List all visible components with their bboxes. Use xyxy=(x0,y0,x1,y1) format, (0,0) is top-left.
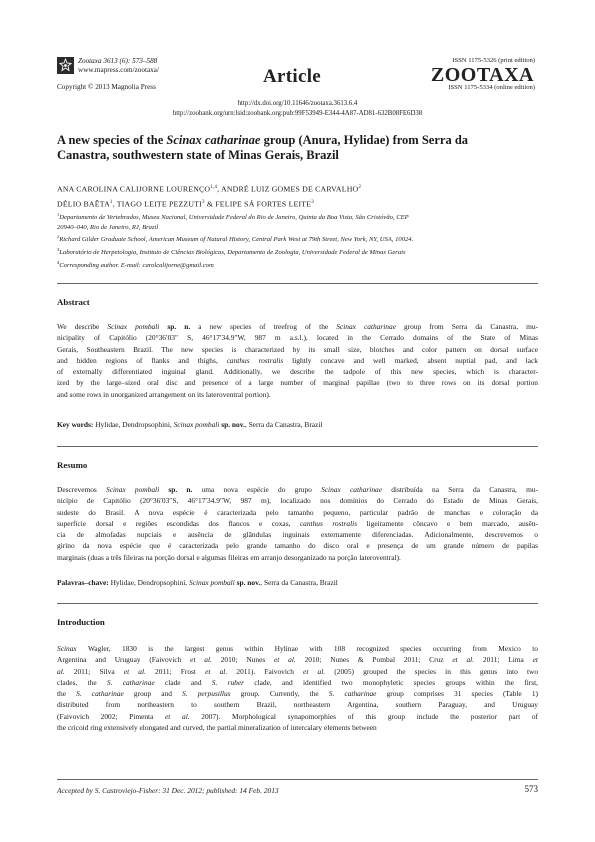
text-line: al. 2011; Silva et al. 2011; Frost et al. 2011). Faivovich et al. (2005) grouped the species in this genus into two xyxy=(57,666,539,676)
page-number: 573 xyxy=(524,784,538,794)
section-divider xyxy=(57,603,538,604)
corresponding-author: $^4$Corresponding author. E-mail: carolcalijorne@gmail.com xyxy=(57,259,214,270)
resumo-heading: Resumo xyxy=(57,460,88,470)
abstract-body xyxy=(57,321,538,400)
text-line: girino da nova espécie que é caracterizada pelo grande tamanho do disco oral e presença de um grande número de papilas xyxy=(57,541,538,551)
text-line: clades, the S. catharinae clade and S. ruber clade, and identified two monophyletic species groups within the first, xyxy=(57,677,538,687)
abstract-keywords: Key words: Hylidae, Dendropsophini, Scinax pombali sp. nov., Serra da Canastra, Brazil xyxy=(57,420,323,429)
text-line: (Faivovich 2002; Pimenta et al. 2007). Morphological synapomorphies of this group include the posterior part of xyxy=(57,711,539,721)
author-list: ANA CAROLINA CALIJORNE LOURENÇO$^{1,4}$, ANDRÉ LUIZ GOMES DE CARVALHO$^2$ DÉLIO BAÊTA$^1$, TIAGO LEITE PEZZUTI$^3$ & FELIPE SÁ FORTES LEITE$^3$ xyxy=(57,184,362,209)
text-line: nicipality of Capitólio (20°36′03″ S, 46°17′34.9″W, 987 m a.s.l.), located in the Cerrado domains of the State of Minas xyxy=(57,333,538,343)
journal-line: Zootaxa 3613 (6): 573–588 xyxy=(78,57,158,65)
copyright: Copyright © 2013 Magnolia Press xyxy=(57,83,156,91)
zoobank-link[interactable]: http://zoobank.org/urn:lsid:zoobank.org:pub:99F53949-E344-4A87-AD81-632B08FE6D38 xyxy=(172,110,423,117)
logo-emblem-icon xyxy=(57,57,74,74)
introduction-heading: Introduction xyxy=(57,617,105,627)
journal-brand: ZOOTAXA xyxy=(430,64,534,86)
journal-website-link[interactable]: www.mapress.com/zootaxa/ xyxy=(78,66,159,74)
affiliation-line: $^2$Richard Gilder Graduate School, American Museum of Natural History, Central Park West at 79th Street, New York, NY, USA, 10024. xyxy=(57,234,414,244)
text-line: ized by the large–sized oral disc and presence of a large number of marginal papillae (two to three rows on its dorsal portion xyxy=(57,378,538,388)
resumo-keywords: Palavras–chave: Hylidae, Dendropsophini, Scinax pombali sp. nov., Serra da Canastra, Brazil xyxy=(57,578,338,587)
doi-link[interactable]: http://dx.doi.org/10.11646/zootaxa.3613.6.4 xyxy=(237,100,358,107)
resumo-body xyxy=(57,484,538,563)
text-line: Gerais, Southeastern Brazil. The new species is characterized by its small size, blotches and color pattern on dorsal surface xyxy=(57,344,538,354)
text-line: cia de almofadas nupciais e ausência de glândulas inguinais externamente diferenciadas. Adicionalmente, descrevemos o xyxy=(57,530,538,540)
abstract-heading: Abstract xyxy=(57,297,90,307)
text-line: We describe Scinax pombali sp. n. a new species of treefrog of the Scinax catharinae group from Serra da Canastra, mu- xyxy=(57,322,539,331)
paper-title: A new species of the Scinax catharinae group (Anura, Hylidae) from Serra da Canastra, southwestern state of Minas Gerais, Brazil xyxy=(57,133,469,162)
text-line: and some rows in unorganized arrangement on its lateroventral portion). xyxy=(57,389,271,399)
introduction-body xyxy=(57,643,538,733)
text-line: the S. catharinae group and S. perpusillus group. Currently, the S. catharinae group comprises 31 species (Table 1) xyxy=(57,689,538,699)
issn-online: ISSN 1175-5334 (online edition) xyxy=(448,84,535,91)
text-line: the cricoid ring extensively elongated and curved, the partial mineralization of intercalary elements between xyxy=(57,723,377,733)
affiliation-line: 20940–040, Rio de Janeiro, RJ, Brazil xyxy=(57,223,159,231)
issn-print: ISSN 1175-5326 (print edition) xyxy=(452,57,535,64)
footer-divider xyxy=(57,779,538,780)
text-line: nicípio de Capitólio (20°36′03″S, 46°17′34.9″W, 987 m), localizado nos domínios do Cerrado do Estado de Minas Gerais, xyxy=(57,496,538,506)
affiliation-line: $^1$Departamento de Vertebrados, Museu Nacional, Universidade Federal do Rio de Janeiro, Quinta da Boa Vista, São Cristóvão, CEP xyxy=(57,212,409,222)
text-line: and hidden regions of flanks and thighs, canthus rostralis lightly concave and well marked, absent nuptial pad, and lack xyxy=(57,355,538,365)
journal-logo xyxy=(57,57,74,74)
text-line: distributed from northeastern to southern Brazil, northeastern Argentina, southern Paraguay, and Uruguay xyxy=(57,700,538,710)
text-line: Argentina and Uruguay (Faivovich et al. 2010; Nunes et al. 2010; Nunes & Pombal 2011; Cruz et al. 2011; Lima et xyxy=(57,655,538,665)
text-line: Scinax Wagler, 1830 is the largest genus within Hylinae with 108 recognized species occurring from Mexico to xyxy=(57,644,538,653)
section-divider xyxy=(57,283,538,284)
text-line: marginais (duas a três fileiras na porção dorsal e algumas fileiras em arranjo desorganizado na porção lateroventral). xyxy=(57,552,401,562)
affiliation-line: $^3$Laboratório de Herpetologia, Instituto de Ciências Biológicas, Departamento de Zoologia, Universidade Federal de Minas Gerais xyxy=(57,247,406,257)
affiliations xyxy=(57,210,542,271)
text-line: superfície dorsal e regiões escondidas dos flancos e coxas, canthus rostralis ligeiramente côncavo e bem marcado, ausên- xyxy=(57,518,538,528)
text-line: of externally differentiated inguinal gland. Additionally, we describe the tadpole of this new species, which is character- xyxy=(57,367,538,377)
journal-citation xyxy=(78,57,159,75)
section-divider xyxy=(57,446,538,447)
article-label: Article xyxy=(263,66,322,87)
text-line: sudeste do Brasil. A nova espécie é caracterizada pelo tamanho pequeno, particular padrão de manchas e coloração da xyxy=(57,507,538,517)
text-line: Descrevemos Scinax pombali sp. n. uma nova espécie do grupo Scinax catharinae distribuída na Serra da Canastra, mu- xyxy=(57,485,539,494)
acceptance-note: Accepted by S. Castroviejo-Fisher: 31 Dec. 2012; published: 14 Feb. 2013 xyxy=(57,786,279,795)
